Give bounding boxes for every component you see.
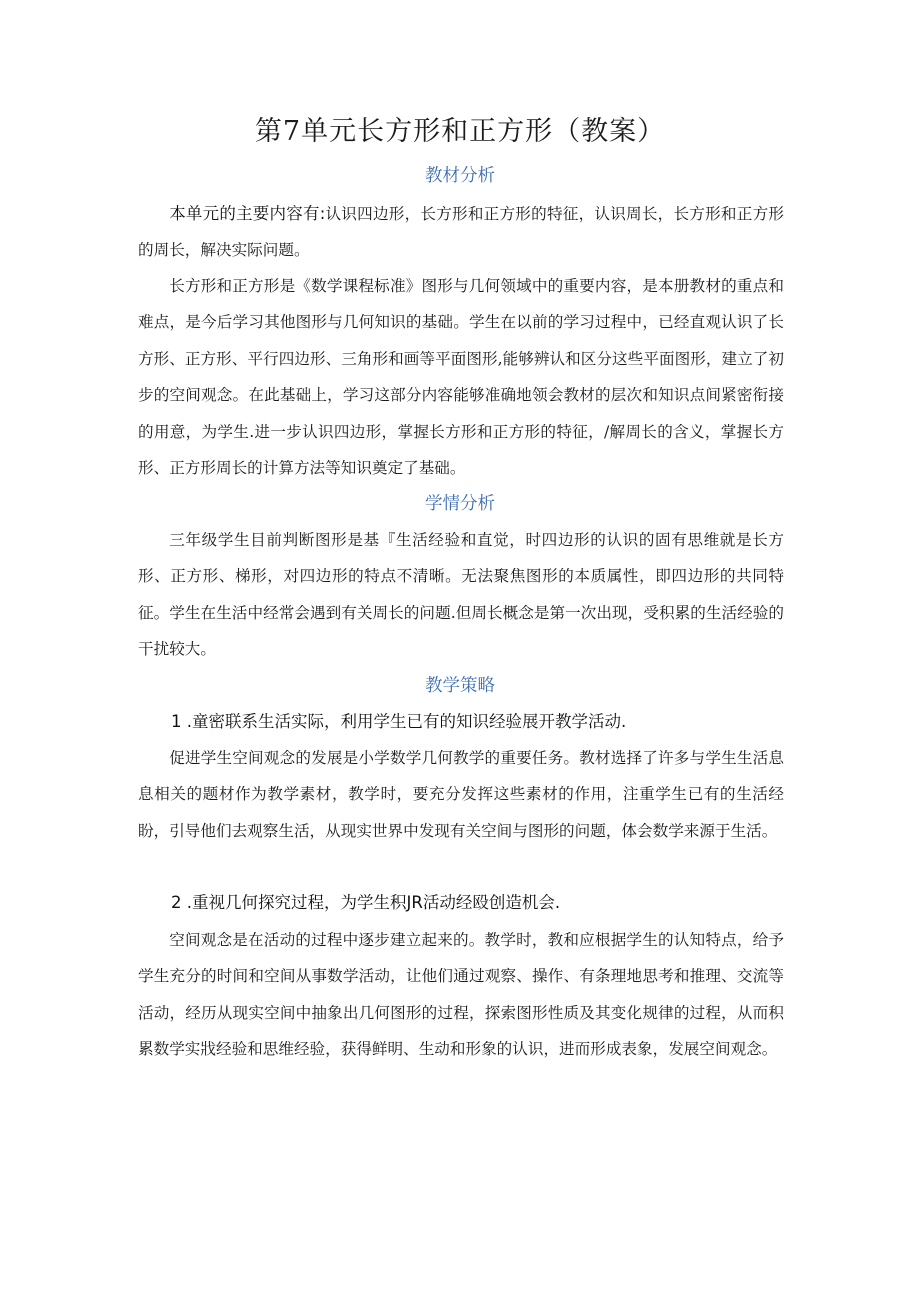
section-heading-material-analysis: 教材分析 — [425, 166, 495, 186]
strategy-item-2-heading: 2 .重视几何探究过程，为学生积JR活动经殴创造机会. — [171, 893, 561, 912]
section-heading-student-analysis: 学情分析 — [425, 494, 495, 514]
strategy-item-1-text: 促进学生空间观念的发展是小学数学几何教学的重要任务。教材选择了许多与学生生活息息相关的题材作为教学素材，教学时，要充分发挥这些素材的作用，注重学生已有的生活经盼，引导他们去观察生活，从现实世界中发现有关空间与图形的问题，体会数学来源于生活。 — [138, 749, 784, 840]
paragraph-student-analysis: 三年级学生目前判断图形是基『生活经验和直觉，时四边形的认识的固有思维就是长方形、正方形、梯形，对四边形的特点不清晰。无法聚焦图形的本质属性，即四边形的共同特征。学生在生活中经常会遇到有关周长的问题.但周长概念是第一次出现，受积累的生活经验的干扰较大。 — [138, 531, 784, 659]
paragraph-material-analysis: 长方形和正方形是《数学课程标准》图形与几何领域中的重要内容，是本册教材的重点和难点，是今后学习其他图形与几何知识的基础。学生在以前的学习过程中，已经直观认识了长方形、正方形、平行四边形、三角形和画等平面图形,能够辨认和区分这些平面图形，建立了初步的空间观念。在此基础上，学习这部分内容能够准确地领会教材的层次和知识点间紧密衔接的用意，为学生.进一步认识四边形，掌握长方形和正方形的特征，/解周长的含义，掌握长方形、正方形周长的计算方法等知识奠定了基础。 — [138, 277, 784, 478]
strategy-item-1-heading: 1 .童密联系生活实际，利用学生已有的知识经验展开教学活动. — [171, 712, 627, 731]
paragraph-lead-label: 本单元的主要内容有: — [169, 204, 326, 223]
page-title: 第7单元长方形和正方形（教案） — [254, 116, 666, 147]
section-heading-teaching-strategy: 教学策略 — [425, 676, 495, 696]
strategy-item-2-text: 空间观念是在活动的过程中逐步建立起来的。教学时，教和应根据学生的认知特点，给予学生充分的时间和空间从事数学活动，让他们通过观察、操作、有条理地思考和推理、交流等活动，经历从现实空间中抽象出几何图形的过程，探索图形性质及其变化规律的过程，从而积累数学实戕经验和思维经验，获得鲜明、生动和形象的认识，进而形成表象，发展空间观念。 — [138, 931, 784, 1059]
paragraph-main-content — [138, 196, 784, 269]
paragraph-main-content-text: 认识四边形，长方形和正方形的特征，认识周长，长方形和正方形的周长，解决实际问题。 — [138, 205, 784, 260]
